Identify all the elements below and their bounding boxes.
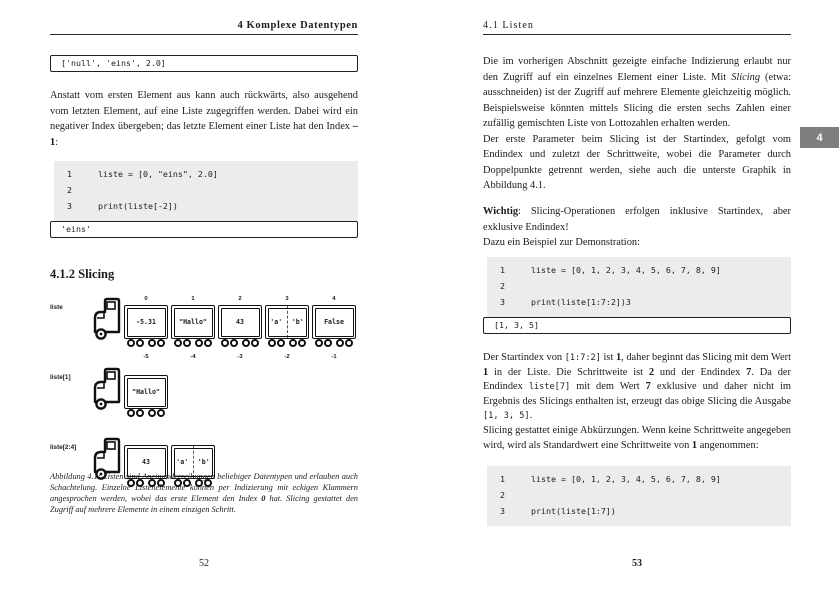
truck-row bbox=[50, 362, 358, 415]
index-bottom: -1 bbox=[331, 354, 337, 360]
wheels bbox=[268, 339, 306, 347]
wheel-icon bbox=[345, 339, 353, 347]
car-value: False bbox=[324, 318, 344, 326]
car-value: 'a' bbox=[176, 458, 189, 466]
section-heading-slicing: 4.1.2 Slicing bbox=[50, 267, 115, 281]
car-value: -5.31 bbox=[136, 318, 156, 326]
index-top: 4 bbox=[332, 296, 336, 302]
car-value: 'b' bbox=[287, 306, 309, 338]
index-top: 1 bbox=[191, 296, 195, 302]
paragraph-slice-explanation: Der Startindex von [1:7:2] ist 1, daher beginnt das Slicing mit dem Wert 1 in der Liste. Die Schrittweite ist 2 und der Endindex 7. Da der Endindex liste[7] mit dem Wert 7 exklusive und daher nicht im Ergebnis des Slicings enthalten ist, erzeugt das obige Slicing die Ausgabe [1, 3, 5]. Slicing gestattet einige Abkürzungen. Wenn keine Schrittweite angegeben wird, wird als Standardwert eine Schrittweite von 1 angenommen: bbox=[483, 352, 792, 451]
code-line bbox=[487, 503, 791, 519]
line-number: 3 bbox=[500, 506, 505, 517]
paragraph-slicing-intro: Die im vorherigen Abschnitt gezeigte einfache Indizierung erlaubt nur den Zugriff auf ein einzelnes Element einer Liste. Mit Slicing (etwa: ausschneiden) ist der Zugriff auf mehrere Elemente gleichzeitig möglich. Beispielsweise könnten mittels Slicing die ersten sechs Zahlen einer zufällig gemischten Liste von Lottozahlen erhalten werden. Der erste Parameter beim Slicing ist der Startindex, gefolgt vom Endindex und zuletzt der Schrittweite, wobei die Parameter durch Doppelpunkte getrennt werden, siehe auch die unterste Graphik in Abbildung 4.1. bbox=[483, 56, 792, 191]
index-top: 2 bbox=[238, 296, 242, 302]
code-line bbox=[54, 166, 358, 182]
index-bottom: -2 bbox=[284, 354, 290, 360]
car-box bbox=[218, 305, 262, 339]
truck-cab bbox=[90, 292, 122, 345]
truck-cab-icon bbox=[90, 362, 122, 410]
wheel-icon bbox=[136, 339, 144, 347]
wheels bbox=[315, 339, 353, 347]
list-element-car bbox=[124, 375, 168, 409]
left-running-head: 4 Komplexe Datentypen bbox=[237, 20, 358, 31]
car-box bbox=[124, 375, 168, 409]
code-line bbox=[487, 294, 791, 310]
index-bottom: -3 bbox=[237, 354, 243, 360]
chapter-tab-marker: 4 bbox=[800, 127, 839, 148]
wheel-icon bbox=[136, 409, 144, 417]
index-bottom: -4 bbox=[190, 354, 196, 360]
paragraph-negative-index: Anstatt vom ersten Element aus kann auch rückwärts, also ausgehend vom letzten Element, auf eine Liste zugegriffen werden. Dabei wird ein negativer Index übergeben; das letzte Element einer Liste hat den Index –1: bbox=[50, 90, 358, 148]
trailer-cars bbox=[124, 296, 356, 360]
wheel-icon bbox=[157, 409, 165, 417]
code-text: print(liste[-2]) bbox=[98, 201, 178, 212]
car-value: 43 bbox=[142, 458, 150, 466]
code-block-slice-default-step bbox=[487, 466, 791, 526]
wheel-icon bbox=[277, 339, 285, 347]
index-top: 3 bbox=[285, 296, 289, 302]
wheel-icon bbox=[230, 339, 238, 347]
page-number-right: 53 bbox=[632, 558, 642, 569]
wheels bbox=[127, 409, 165, 417]
car-box bbox=[124, 305, 168, 339]
code-block-negative-index bbox=[54, 161, 358, 221]
line-number: 2 bbox=[500, 281, 505, 292]
output-box-eins: 'eins' bbox=[50, 221, 358, 238]
wheel-icon bbox=[195, 339, 203, 347]
wheel-icon bbox=[251, 339, 259, 347]
truck-cab bbox=[90, 362, 122, 415]
car-value: 43 bbox=[236, 318, 244, 326]
list-element-car bbox=[265, 296, 309, 360]
wheel-icon bbox=[242, 339, 250, 347]
car-value: "Hallo" bbox=[179, 318, 207, 326]
wheel-icon bbox=[315, 339, 323, 347]
left-page bbox=[50, 0, 358, 595]
code-line bbox=[487, 487, 791, 503]
list-element-car bbox=[171, 296, 215, 360]
output-box-135: [1, 3, 5] bbox=[483, 317, 791, 334]
truck-row-label: liste bbox=[50, 304, 63, 311]
car-value: "Hallo" bbox=[132, 388, 160, 396]
wheel-icon bbox=[157, 339, 165, 347]
figure-caption: Abbildung 4.1: Listen sind Aneinanderreihungen beliebiger Datentypen und erlauben auch Schachtelung. Einzelne Listenelemente können per Indizierung mit eckigen Klammern angesprochen werden, wobei das erste Element den Index 0 hat. Slicing gestattet den Zugriff auf mehrere Elemente in einem einzigen Schritt. bbox=[50, 472, 358, 514]
wheel-icon bbox=[268, 339, 276, 347]
wheel-icon bbox=[174, 339, 182, 347]
left-head-rule bbox=[50, 34, 358, 35]
wheel-icon bbox=[324, 339, 332, 347]
wheel-icon bbox=[148, 409, 156, 417]
list-element-car bbox=[218, 296, 262, 360]
list-element-car bbox=[124, 296, 168, 360]
right-page bbox=[483, 0, 791, 595]
wheel-icon bbox=[148, 339, 156, 347]
code-text: print(liste[1:7]) bbox=[531, 506, 616, 517]
code-line bbox=[487, 471, 791, 487]
line-number: 3 bbox=[67, 201, 72, 212]
truck-row-label: liste[2:4] bbox=[50, 444, 77, 451]
car-value: 'a' bbox=[270, 318, 283, 326]
wheel-icon bbox=[221, 339, 229, 347]
wheel-icon bbox=[127, 339, 135, 347]
car-value: 'b' bbox=[193, 446, 215, 478]
line-number: 1 bbox=[500, 265, 505, 275]
line-number: 2 bbox=[67, 185, 72, 196]
code-block-slice-step bbox=[487, 257, 791, 317]
page-number-left: 52 bbox=[199, 558, 209, 569]
wheels bbox=[127, 339, 165, 347]
truck-row-label: liste[1] bbox=[50, 374, 71, 381]
line-number: 1 bbox=[67, 169, 72, 179]
car-box bbox=[171, 305, 215, 339]
code-line bbox=[487, 262, 791, 278]
code-line bbox=[54, 198, 358, 214]
index-top: 0 bbox=[144, 296, 148, 302]
output-box-null-eins: ['null', 'eins', 2.0] bbox=[50, 55, 358, 72]
line-number: 3 bbox=[500, 297, 505, 308]
line-number: 1 bbox=[500, 474, 505, 484]
index-bottom: -5 bbox=[143, 354, 149, 360]
paragraph-wichtig: Wichtig: Slicing-Operationen erfolgen inklusive Startindex, aber exklusive Endindex! Dazu ein Beispiel zur Demonstration: bbox=[483, 206, 791, 248]
car-box bbox=[265, 305, 309, 339]
wheel-icon bbox=[183, 339, 191, 347]
right-running-head: 4.1 Listen bbox=[483, 20, 534, 31]
truck-row bbox=[50, 292, 358, 360]
code-line bbox=[54, 182, 358, 198]
wheel-icon bbox=[336, 339, 344, 347]
trailer-cars bbox=[124, 375, 168, 415]
line-number: 2 bbox=[500, 490, 505, 501]
wheel-icon bbox=[289, 339, 297, 347]
wheel-icon bbox=[298, 339, 306, 347]
code-line bbox=[487, 278, 791, 294]
car-box bbox=[312, 305, 356, 339]
truck-cab-icon bbox=[90, 292, 122, 340]
wheels bbox=[221, 339, 259, 347]
wheel-icon bbox=[204, 339, 212, 347]
code-text: print(liste[1:7:2])3 bbox=[531, 297, 631, 308]
right-head-rule bbox=[483, 34, 791, 35]
list-element-car bbox=[312, 296, 356, 360]
code-text: liste = [0, 1, 2, 3, 4, 5, 6, 7, 8, 9] bbox=[531, 265, 721, 275]
code-text: liste = [0, "eins", 2.0] bbox=[98, 169, 218, 179]
code-text: liste = [0, 1, 2, 3, 4, 5, 6, 7, 8, 9] bbox=[531, 474, 721, 484]
figure-truck-diagram bbox=[50, 292, 358, 468]
wheels bbox=[174, 339, 212, 347]
wheel-icon bbox=[127, 409, 135, 417]
